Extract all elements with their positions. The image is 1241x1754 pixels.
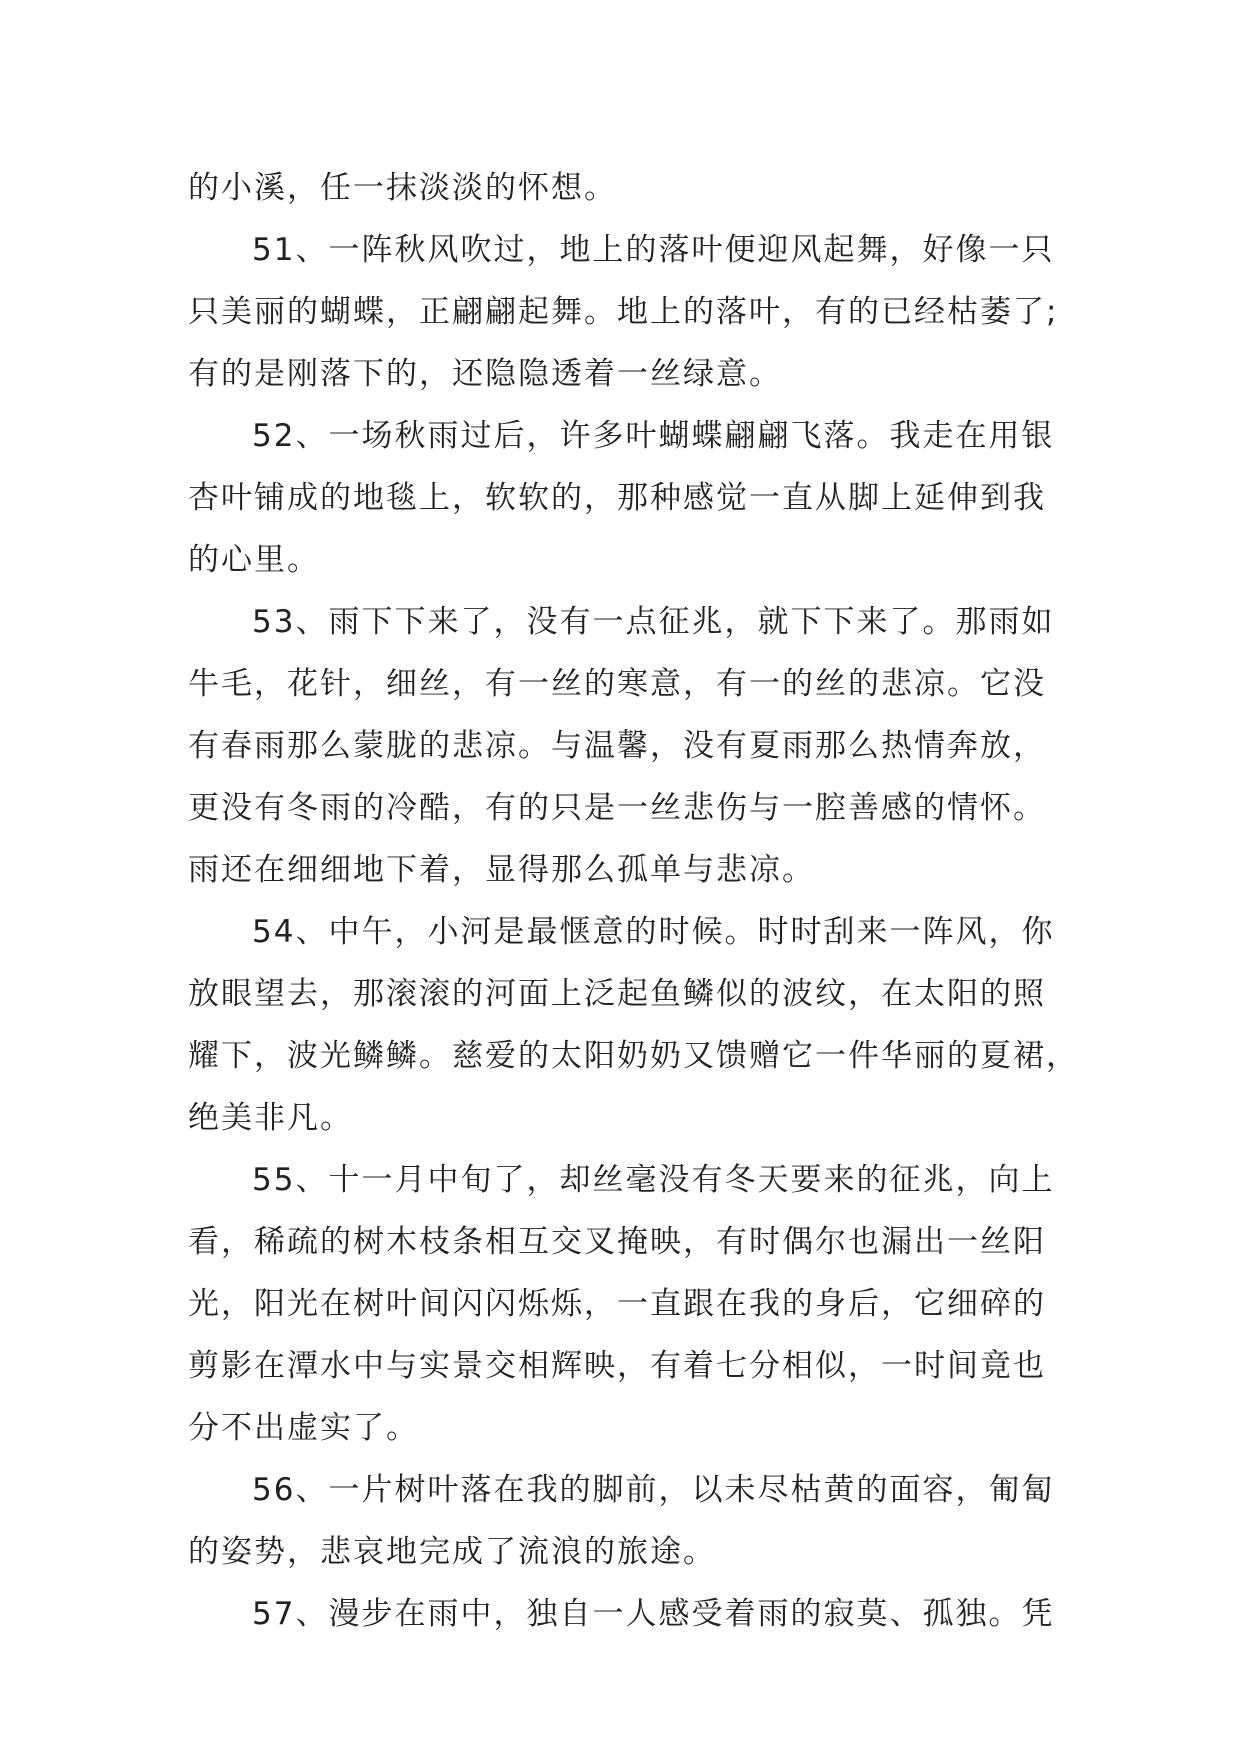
paragraph-57-line: 57、漫步在雨中，独自一人感受着雨的寂莫、孤独。凭: [252, 1596, 1055, 1632]
text-line: 放眼望去，那滚滚的河面上泛起鱼鳞似的波纹，在太阳的照: [188, 976, 1046, 1012]
text-line: 分不出虚实了。: [188, 1410, 419, 1446]
text-line: 更没有冬雨的冷酷，有的只是一丝悲伤与一腔善感的情怀。: [188, 790, 1046, 826]
text-line: 看，稀疏的树木枝条相互交叉掩映，有时偶尔也漏出一丝阳: [188, 1224, 1046, 1260]
text-line: 牛毛，花针，细丝，有一丝的寒意，有一的丝的悲凉。它没: [188, 666, 1046, 702]
text-line: 的姿势，悲哀地完成了流浪的旅途。: [188, 1534, 716, 1570]
text-line: 只美丽的蝴蝶，正翩翩起舞。地上的落叶，有的已经枯萎了;: [188, 294, 1059, 330]
text-line: 的心里。: [188, 542, 320, 578]
paragraph-52-line: 52、一场秋雨过后，许多叶蝴蝶翩翩飞落。我走在用银: [252, 418, 1055, 454]
text-line: 有的是刚落下的，还隐隐透着一丝绿意。: [188, 356, 782, 392]
text-line: 绝美非凡。: [188, 1100, 353, 1136]
text-line: 耀下，波光鳞鳞。慈爱的太阳奶奶又馈赠它一件华丽的夏裙，: [188, 1038, 1079, 1074]
text-line: 剪影在潭水中与实景交相辉映，有着七分相似，一时间竟也: [188, 1348, 1046, 1384]
text-line: 光，阳光在树叶间闪闪烁烁，一直跟在我的身后，它细碎的: [188, 1286, 1046, 1322]
paragraph-53-line: 53、雨下下来了，没有一点征兆，就下下来了。那雨如: [252, 604, 1055, 640]
paragraph-51-line: 51、一阵秋风吹过，地上的落叶便迎风起舞，好像一只: [252, 232, 1055, 268]
text-line: 雨还在细细地下着，显得那么孤单与悲凉。: [188, 852, 815, 888]
document-body: [188, 157, 1088, 1645]
paragraph-55-line: 55、十一月中旬了，却丝毫没有冬天要来的征兆，向上: [252, 1162, 1055, 1198]
text-line: 的小溪，任一抹淡淡的怀想。: [188, 170, 617, 206]
paragraph-54-line: 54、中午，小河是最惬意的时候。时时刮来一阵风，你: [252, 914, 1055, 950]
paragraph-56-line: 56、一片树叶落在我的脚前，以未尽枯黄的面容，匍匐: [252, 1472, 1055, 1508]
text-line: 有春雨那么蒙胧的悲凉。与温馨，没有夏雨那么热情奔放，: [188, 728, 1046, 764]
text-line: 杏叶铺成的地毯上，软软的，那种感觉一直从脚上延伸到我: [188, 480, 1046, 516]
